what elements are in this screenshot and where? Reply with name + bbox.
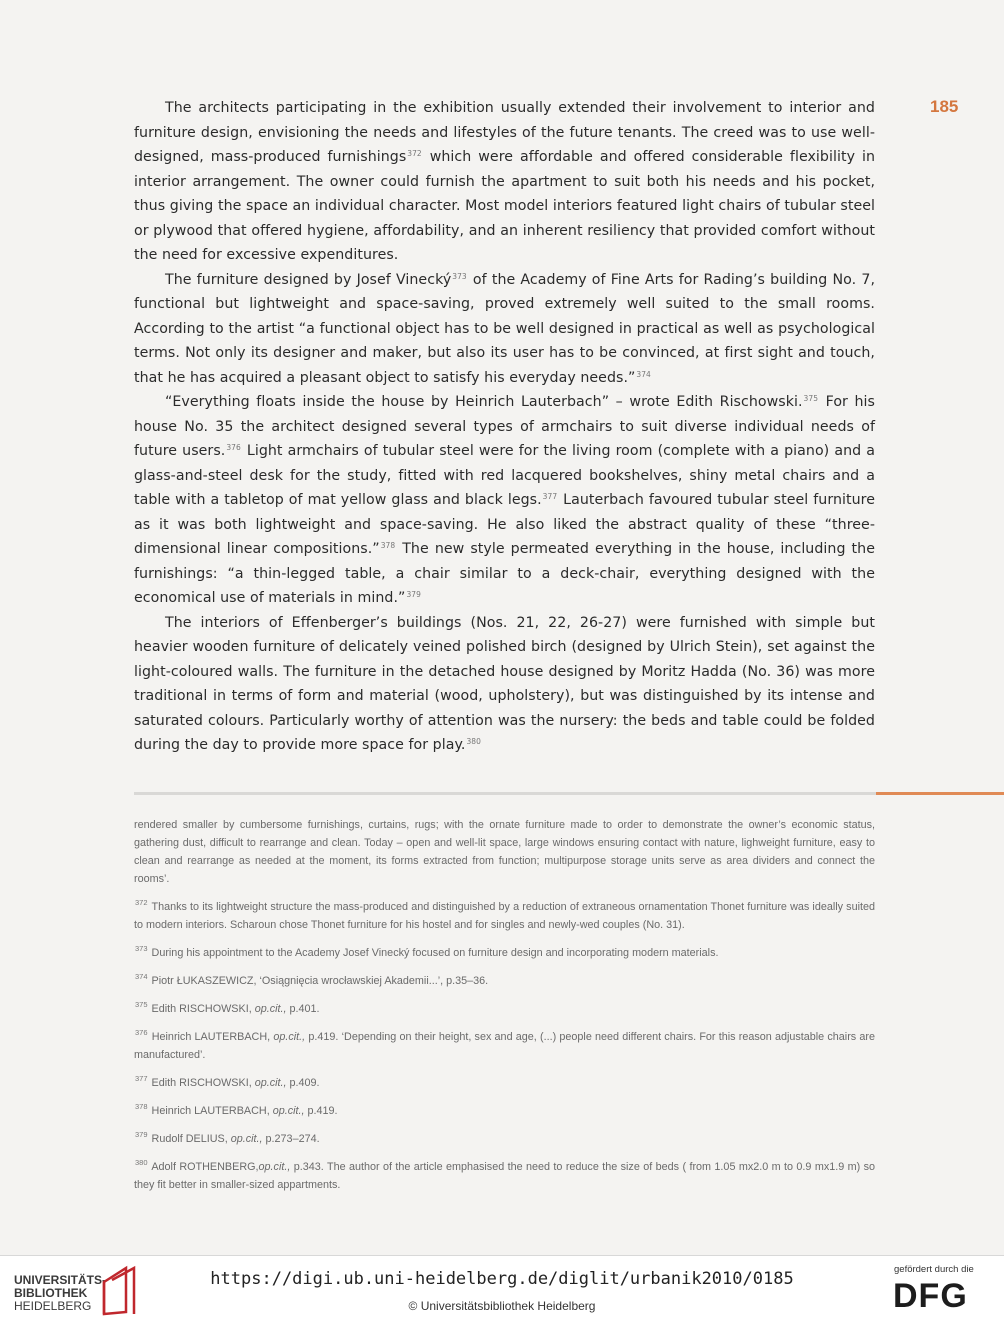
funded-by-label: gefördert durch die <box>894 1264 974 1275</box>
paragraph-text: The interiors of Effenberger’s buildings (Nos. 21, 22, 26-27) were furnished with simple but heavier wooden furniture of delicately veined polished birch (designed by Ulrich Stein), set against the light-coloured walls. The furniture in the detached house designed by Moritz Hadda (No. 36) was more traditional in terms of form and material (wood, upholstery), but was distinguished by its intense and saturated colours. Particularly worthy of attention was the nursery: the beds and table could be folded during the day to provide more space for play. <box>134 614 875 753</box>
footnote-number: 380 <box>135 1158 148 1167</box>
footnote-text: During his appointment to the Academy Josef Vinecký focused on furniture design and incorporating modern materials. <box>151 947 719 959</box>
footnote-text: Thanks to its lightweight structure the mass-produced and distinguished by a reduction of extraneous ornamentation Thonet furniture was ideally suited to modern interiors. Scharoun chose Thonet furniture for his hostel and for singles and newly-wed couples (No. 31). <box>134 901 875 931</box>
footnote-ref[interactable]: 380 <box>466 737 481 746</box>
paragraph-text: Light armchairs of tubular steel were for the living room (complete with a piano) and a glass-and-steel desk for the study, fitted with red lacquered bookshelves, shiny metal chairs and a table with a tabletop of mat yellow glass and black legs. <box>134 443 876 508</box>
footnote-ref[interactable]: 379 <box>406 590 421 599</box>
paragraph-text: The new style permeated everything in the house, including the furnishings: “a thin-legged table, a chair similar to a deck-chair, everything designed with the economical use of materials in mind.” <box>134 541 875 606</box>
footnote-374 <box>134 972 875 990</box>
footnote-citation: op.cit., <box>272 1105 305 1117</box>
footnote-author: Heinrich LAUTERBACH, <box>151 1031 271 1043</box>
footnote-number: 376 <box>135 1028 148 1037</box>
footnote-text: Piotr ŁUKASZEWICZ, ‘Osiągnięcia wrocławskiej Akademii...’, p.35–36. <box>151 975 489 987</box>
footnote-ref[interactable]: 377 <box>542 492 558 501</box>
logo-line: BIBLIOTHEK <box>14 1286 88 1300</box>
paragraph-text: which were affordable and offered considerable flexibility in interior arrangement. The owner could furnish the apartment to suit both his needs and his pocket, thus giving the space an individual character. Most model interiors featured light chairs of tubular steel or plywood that offered hygiene, affordability, and an inherent resiliency that provided comfort without the need for excessive expenditures. <box>134 149 876 263</box>
logo-line: HEIDELBERG <box>14 1299 92 1313</box>
footnote-379 <box>134 1130 875 1148</box>
footnote-ref[interactable]: 378 <box>380 541 396 550</box>
paragraph-text: The furniture designed by Josef Vinecký <box>165 271 452 288</box>
footnote-page: p.343. The author of the article emphasised the need to reduce the size of beds ( from 1.05 mx2.0 m to 0.9 mx1.9 m) so they fit better in smaller-sized appartments. <box>134 1161 876 1191</box>
copyright-notice: © Universitätsbibliothek Heidelberg <box>408 1299 596 1313</box>
page-number: 185 <box>930 97 959 116</box>
footnote-373 <box>134 944 875 962</box>
footnote-citation: op.cit., <box>273 1031 306 1043</box>
footnote-page: p.409. <box>289 1077 320 1089</box>
paragraph-1 <box>134 96 875 268</box>
paragraph-2 <box>134 268 875 391</box>
footnote-ref[interactable]: 372 <box>407 149 422 158</box>
dfg-logo[interactable]: DFG <box>893 1277 968 1315</box>
main-text <box>134 96 875 758</box>
footnote-author: Rudolf DELIUS, <box>151 1133 228 1145</box>
paragraph-4 <box>134 611 875 758</box>
paragraph-text: of the Academy of Fine Arts for Rading’s building No. 7, functional but lightweight and space-saving, proved extremely well suited to the small rooms. According to the artist “a functional object has to be well designed in practical as well as psychological terms. Not only its designer and maker, but also its user has to be convinced, at first sight and touch, that he has acquired a pleasant object to satisfy his everyday needs.” <box>134 271 875 386</box>
footnote-citation: op.cit., <box>254 1077 287 1089</box>
footnote-divider <box>134 792 876 795</box>
footnote-ref[interactable]: 374 <box>636 369 651 379</box>
footnote-ref[interactable]: 376 <box>226 443 241 452</box>
paragraph-text: For his house No. 35 the architect designed several types of armchairs to suit diverse individual needs of future users. <box>134 394 875 459</box>
paragraph-3 <box>134 390 875 611</box>
footnote-citation: op.cit., <box>230 1133 263 1145</box>
footnote-380 <box>134 1158 875 1194</box>
logo-line: UNIVERSITÄTS- <box>14 1273 107 1287</box>
footnote-continuation: rendered smaller by cumbersome furnishings, curtains, rugs; with the ornate furniture made to order to demonstrate the owner’s economic status, gathering dust, difficult to rearrange and clean. Today – open and well-lit space, large windows ensuring contact with nature, lighweight furniture, easy to clean and rearrange as needed at the moment, its forms extracted from function; multipurpose storage units serve as area dividers and connect the rooms’. <box>134 819 875 885</box>
footnote-376 <box>134 1028 875 1064</box>
footnote-page: p.419. <box>307 1105 338 1117</box>
footnote-ref[interactable]: 375 <box>803 394 819 403</box>
viewer-footer <box>0 1255 1004 1326</box>
footnotes <box>134 816 875 1204</box>
footnote-377 <box>134 1074 875 1092</box>
footnote-divider-accent <box>876 792 1004 795</box>
footnote-page: p.401. <box>289 1003 320 1015</box>
footnote-author: Adolf ROTHENBERG, <box>151 1161 259 1173</box>
paragraph-text: “Everything floats inside the house by Heinrich Lauterbach” – wrote Edith Rischowski. <box>165 394 803 410</box>
footnote-citation: op.cit., <box>254 1003 287 1015</box>
footnote-page: p.273–274. <box>265 1133 320 1145</box>
footnote-378 <box>134 1102 875 1120</box>
footnote-375 <box>134 1000 875 1018</box>
footnote-number: 377 <box>135 1074 148 1083</box>
footnote-number: 374 <box>135 972 148 981</box>
footnote-author: Edith RISCHOWSKI, <box>151 1003 252 1015</box>
footnote-number: 373 <box>135 944 148 953</box>
footnote-author: Edith RISCHOWSKI, <box>151 1077 252 1089</box>
footnote-number: 379 <box>135 1130 148 1139</box>
footnote-372 <box>134 898 875 934</box>
footnote-number: 372 <box>135 898 148 907</box>
paragraph-text: Lauterbach favoured tubular steel furniture as it was both lightweight and space-saving. He also liked the abstract quality of these “three-dimensional linear compositions.” <box>134 492 876 557</box>
footnote-number: 375 <box>135 1000 148 1009</box>
permalink-url[interactable]: https://digi.ub.uni-heidelberg.de/diglit/urbanik2010/0185 <box>210 1269 794 1289</box>
footnote-ref[interactable]: 373 <box>452 271 467 281</box>
paragraph-text: The architects participating in the exhibition usually extended their involvement to interior and furniture design, envisioning the needs and lifestyles of the future tenants. The creed was to use well-designed, mass-produced furnishings <box>134 100 875 165</box>
footnote-number: 378 <box>135 1102 148 1111</box>
footnote-author: Heinrich LAUTERBACH, <box>151 1105 270 1117</box>
footnote-page: p.419. ‘Depending on their height, sex and age, (...) people need different chairs. For this reason adjustable chairs are manufactured’. <box>134 1031 876 1061</box>
footnote-citation: op.cit., <box>258 1161 291 1173</box>
